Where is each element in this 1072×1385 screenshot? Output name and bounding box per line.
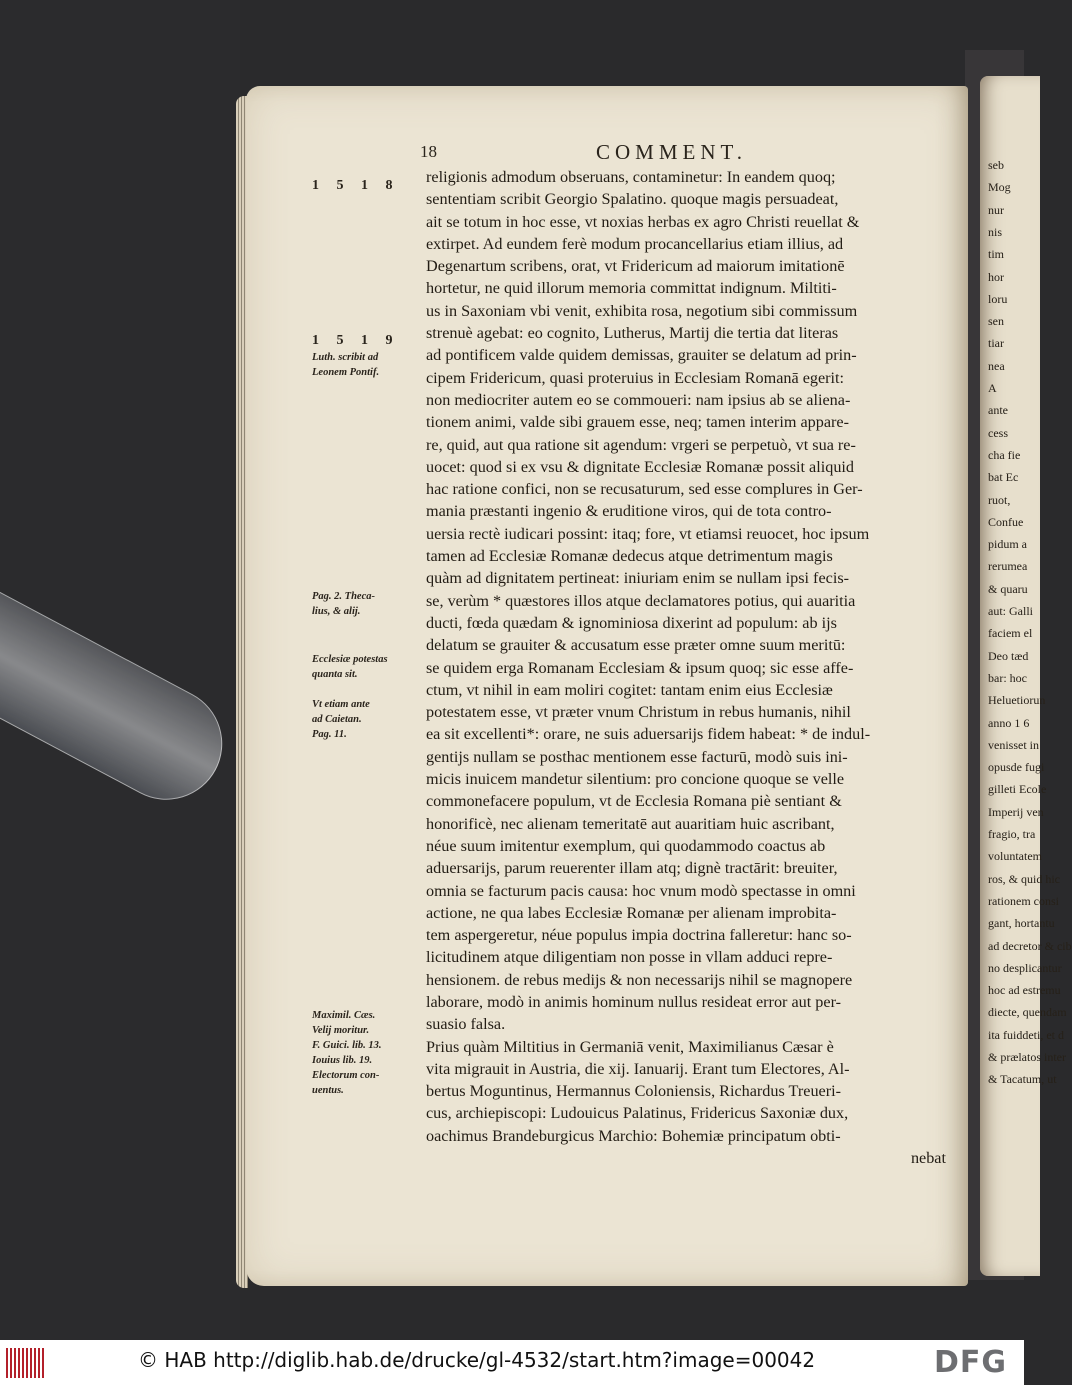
logo-bar: [34, 1348, 36, 1378]
facing-page-line: nea: [988, 358, 1005, 373]
facing-page-line: nis: [988, 224, 1003, 239]
facing-page-line: sen: [988, 314, 1004, 329]
text-line: suasio falsa.: [426, 1015, 506, 1034]
facing-page-line: tiar: [988, 336, 1004, 351]
text-line: oachimus Brandeburgicus Marchio: Bohemiæ principatum obti-: [426, 1126, 841, 1145]
logo-bar: [26, 1348, 28, 1378]
facing-page-line: anno 1 6: [988, 715, 1030, 730]
facing-page-line: bat Ec: [988, 470, 1019, 485]
text-line: cus, archiepiscopi: Ludouicus Palatinus, Fridericus Saxoniæ dux,: [426, 1104, 849, 1123]
margin-note-caietan: Vt etiam ante ad Caietan. Pag. 11.: [312, 699, 370, 740]
text-line: ait se totum in hoc esse, vt noxias herbas ex agro Christi reuellat &: [426, 212, 860, 231]
facing-page-line: ita fuiddeti, et d: [988, 1027, 1064, 1042]
main-text-block: [426, 166, 946, 1169]
text-line: actione, ne qua labes Ecclesiæ Romanæ per alienam improbita-: [426, 903, 837, 922]
text-line: Prius quàm Miltitius in Germaniā venit, Maximilianus Cæsar è: [426, 1037, 834, 1056]
logo-bar: [14, 1348, 16, 1378]
logo-bar: [18, 1348, 20, 1378]
text-line: quàm ad dignitatem pertineat: iniuriam enim se nullam ipsi fecis-: [426, 569, 850, 588]
margin-note-maximilian: Maximil. Cæs. Velij moritur. F. Guici. lib. 13. Iouius lib. 19. Electorum con- uentus.: [312, 1010, 382, 1096]
text-line: non mediocriter autem eo se commoueri: nam ipsius ab se aliena-: [426, 390, 851, 409]
running-head: [420, 140, 940, 166]
facing-page-line: fragio, tra: [988, 827, 1036, 841]
year-marker-1519: 1 5 1 9: [312, 333, 394, 348]
facing-page-line: ante: [988, 403, 1008, 418]
text-line: honorificè, nec alienam temeritatē aut auaritiam huic ascribant,: [426, 814, 835, 833]
text-line: ad pontificem valde quidem demissas, grauiter se delatum ad prin-: [426, 346, 857, 365]
facing-page-line: hor: [988, 269, 1004, 284]
text-line: hortetur, ne quid illorum memoria committat indignum. Miltiti-: [426, 279, 837, 298]
facing-page-line: pidum a: [988, 537, 1027, 552]
text-line: licitudinem atque diligentiam non posse in vllam adduci repre-: [426, 948, 833, 967]
facing-page-line: rationem consi: [988, 893, 1059, 908]
facing-page-line: cha fie: [988, 447, 1021, 462]
facing-page-line: Imperij ven: [988, 804, 1044, 819]
facing-page-line: Mog: [988, 180, 1011, 195]
margin-note-reference-pag2: Pag. 2. Theca- lius, & alij.: [312, 591, 375, 617]
text-line: ctum, vt nihil in eam moliri cogitet: tantam enim eius Ecclesiæ: [426, 680, 833, 699]
facing-page-line: rerumea: [988, 559, 1028, 574]
facing-page-line: & quaru: [988, 581, 1028, 596]
facing-page-line: seb: [988, 158, 1004, 172]
facing-page-line: tim: [988, 247, 1005, 262]
facing-page-line: A: [988, 381, 997, 395]
facing-page-line: diecte, quendam: [988, 1005, 1067, 1020]
text-line: néue suum imitentur exemplum, qui quodammodo coactus ab: [426, 836, 826, 855]
text-line: uersia rectè iudicari possint: itaq; fore, vt etiamsi reuocet, hoc ipsum: [426, 524, 870, 543]
margin-note-luther-letter: Luth. scribit ad Leonem Pontif.: [312, 352, 380, 378]
text-line: omnia se facturum pacis causa: hoc vnum modò spectasse in omni: [426, 881, 856, 900]
text-line: bertus Moguntinus, Hermannus Coloniensis, Richardus Treueri-: [426, 1082, 842, 1101]
facing-page-line: voluntatem: [988, 849, 1042, 864]
text-line: potestatem esse, vt præter vnum Christum in rebus humanis, nihil: [426, 703, 851, 722]
facing-page-line: no desplicantur: [988, 960, 1062, 975]
facing-page-line: cess: [988, 425, 1008, 440]
text-line: ea sit excellenti*: orare, ne suis aduersarijs fidem habeat: * de indul-: [426, 725, 871, 744]
facing-page-line: nur: [988, 202, 1004, 217]
text-line: hac ratione confici, non se recusaturum, sed esse complures in Ger-: [426, 480, 863, 499]
text-line: se quidem erga Romanam Ecclesiam & ipsum quoq; sic esse affe-: [426, 658, 854, 677]
facing-page-line: ros, & quid hic: [988, 871, 1060, 886]
facing-page-line: Confue: [988, 514, 1024, 529]
logo-bar: [30, 1348, 32, 1378]
facing-page-line: gant, hortantu: [988, 916, 1055, 931]
catchword: nebat: [910, 1149, 946, 1168]
text-line: uocet: quod si ex vsu & dignitate Ecclesiæ Romanæ possit aliquid: [426, 457, 855, 476]
facing-page-line: hoc ad estremu: [988, 983, 1061, 998]
text-line: mania præstanti ingenio & eruditione viros, qui de tota contro-: [426, 502, 832, 521]
footer-bar: [0, 1340, 1024, 1385]
facing-page-line: aut: Galli: [988, 604, 1033, 618]
logo-bar: [38, 1348, 40, 1378]
text-line: tionem animi, valde sibi grauem esse, neq; tamen interim appare-: [426, 413, 849, 432]
text-line: aduersarijs, parum reuerenter illam atq; dignè tractārit: breuiter,: [426, 859, 838, 878]
text-line: sententiam scribit Georgio Spalatino. quoque magis persuadeat,: [426, 190, 839, 209]
facing-page-line: gilleti Ecole: [988, 782, 1047, 797]
facing-page-line: faciem el: [988, 626, 1033, 641]
facing-page-line: & prælatos inter: [988, 1050, 1066, 1064]
text-line: commonefacere populum, vt de Ecclesia Romana piè sentiant &: [426, 792, 842, 811]
text-line: micis inuicem mandetur silentium: pro concione quoque se velle: [426, 770, 845, 789]
facing-page-line: & Tacatum, ut: [988, 1072, 1057, 1087]
text-line: tamen ad Ecclesiæ Romanæ dedecus atque detrimentum magis: [426, 547, 833, 566]
logo-bar: [42, 1348, 44, 1378]
text-line: re, quid, aut qua ratione sit agendum: vrgeri se perpetuò, vt sua re-: [426, 435, 856, 454]
facing-page-line: venisset in: [988, 737, 1039, 752]
facing-page-line: loru: [988, 291, 1008, 306]
text-line: ducti, fœda quædam & ignominiosa dixerint ad populum: ab ijs: [426, 613, 837, 632]
logo-bar: [6, 1348, 8, 1378]
facing-page-line: Deo tæd: [988, 648, 1029, 663]
facing-page-line: opusde fugi: [988, 760, 1045, 775]
running-title: COMMENT.: [596, 140, 748, 164]
text-line: delatum se grauiter & accusatum esse præter omne suum meritū:: [426, 636, 846, 655]
facing-page-line: bar: hoc: [988, 670, 1027, 685]
text-line: us in Saxoniam vbi venit, exhibita rosa, negotium sibi commissum: [426, 301, 858, 320]
text-line: strenuè agebat: eo cognito, Lutherus, Martij die tertia dat literas: [426, 324, 839, 343]
margin-note-church-power: Ecclesiæ potestas quanta sit.: [312, 654, 388, 680]
facing-page-line: Heluetiorun: [988, 693, 1046, 708]
logo-bar: [10, 1348, 12, 1378]
dfg-logo[interactable]: DFG: [934, 1345, 1008, 1380]
text-line: laborare, modò in animis hominum nullus resideat error aut per-: [426, 992, 842, 1011]
text-line: Degenartum scribens, orat, vt Fridericum ad maiorum imitationē: [426, 257, 845, 276]
facing-page-line: ad decretor & cib: [988, 938, 1072, 953]
text-line: se, verùm * quæstores illos atque declamatores potius, qui auaritia: [426, 591, 856, 610]
facing-page-line: ruot,: [988, 492, 1011, 507]
year-marker-1518: 1 5 1 8: [312, 178, 394, 193]
text-line: vita migrauit in Austria, die xij. Ianuarij. Erant tum Electores, Al-: [426, 1059, 850, 1078]
copyright-url[interactable]: © HAB http://diglib.hab.de/drucke/gl-4532/start.htm?image=00042: [138, 1348, 816, 1372]
hab-logo-icon[interactable]: [6, 1348, 46, 1378]
text-line: tem aspergeretur, néue populus impia doctrina falleretur: hanc so-: [426, 926, 852, 945]
text-line: extirpet. Ad eundem ferè modum procancellarius etiam illius, ad: [426, 234, 844, 253]
logo-bar: [22, 1348, 24, 1378]
text-line: hensionem. de rebus medijs & non necessarijs nihil se magnopere: [426, 970, 853, 989]
text-line: cipem Fridericum, quasi proteruius in Ecclesiam Romanā egerit:: [426, 368, 845, 387]
page-number: 18: [420, 142, 437, 161]
text-line: gentijs nullam se posthac mentionem esse facturū, modò suis ini-: [426, 747, 848, 766]
text-line: religionis admodum obseruans, contaminetur: In eandem quoq;: [426, 168, 836, 186]
